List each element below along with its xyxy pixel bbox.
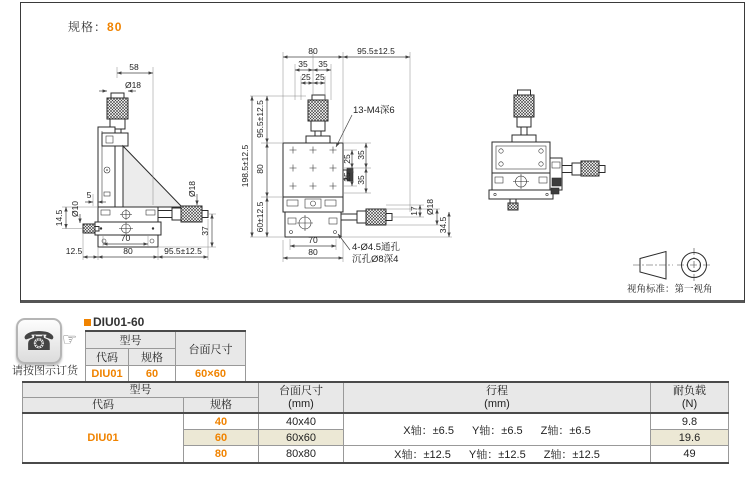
side-view <box>54 62 216 260</box>
spec-value: 80 <box>107 20 123 34</box>
dim-198-5: 198.5±12.5 <box>240 144 250 188</box>
order-note: 请按图示订货 <box>12 365 78 377</box>
cell-size-60: 60x60 <box>259 430 344 446</box>
card-header-model: 型号 <box>86 331 176 349</box>
phone-order-button <box>16 318 62 364</box>
front-view <box>240 46 452 265</box>
dim-25-up: 25 <box>342 154 352 164</box>
dim-25-down: 25 <box>342 172 352 182</box>
dim-80-bottom: 80 <box>308 247 318 257</box>
dim-35-down: 35 <box>356 175 366 185</box>
cell-load-60: 19.6 <box>651 430 729 446</box>
card-header-spec: 规格 <box>129 349 176 366</box>
holes-callout-line1: 4-Ø4.5通孔 <box>352 242 401 253</box>
cell-size-80: 80x80 <box>259 446 344 464</box>
dim-35-left: 35 <box>298 59 308 69</box>
cell-travel-small: X轴：±6.5 Y轴：±6.5 Z轴：±6.5 <box>344 413 651 446</box>
dim-25-left: 25 <box>301 72 311 82</box>
dim-34-5: 34.5 <box>438 216 448 234</box>
dim-14-5: 14.5 <box>54 209 64 227</box>
header-travel: 行程 (mm) <box>344 382 651 413</box>
dim-80-top: 80 <box>308 46 318 56</box>
cell-size-40: 40x40 <box>259 413 344 430</box>
cell-spec-40: 40 <box>184 413 259 430</box>
card-header-code: 代码 <box>86 349 129 366</box>
bottom-micrometer <box>341 209 392 225</box>
spec-label: 规格： <box>68 20 108 34</box>
technical-drawing <box>21 3 744 300</box>
dim-dia18-top: Ø18 <box>124 80 142 90</box>
dim-35-right: 35 <box>318 59 328 69</box>
dim-58: 58 <box>129 62 139 72</box>
header-load: 耐负载 (N) <box>651 382 729 413</box>
orange-bullet-icon <box>84 319 91 326</box>
dim-95-5-left: 95.5±12.5 <box>255 100 265 138</box>
dim-35-up: 35 <box>356 150 366 160</box>
dim-dia18-right: Ø18 <box>187 180 197 198</box>
cell-load-40: 9.8 <box>651 413 729 430</box>
table-row <box>23 413 729 430</box>
phone-icon: ☎ <box>22 325 56 356</box>
dim-80-left: 80 <box>255 164 265 174</box>
header-model: 型号 <box>23 382 259 398</box>
holes-callout-line2: 沉孔Ø8深4 <box>352 254 399 265</box>
card-value-table-size: 60×60 <box>176 366 246 383</box>
dim-17: 17 <box>409 206 419 216</box>
top-micrometer <box>306 95 330 143</box>
right-view-side-micrometer <box>550 158 605 194</box>
drawing-panel <box>20 2 745 303</box>
card-value-code: DIU01 <box>86 366 129 383</box>
spec-table <box>22 381 729 464</box>
dim-95-5-top: 95.5±12.5 <box>357 46 395 56</box>
dim-dia18-bottom: Ø18 <box>425 198 435 216</box>
dim-80: 80 <box>123 246 133 256</box>
view-standard-symbol <box>627 248 713 295</box>
card-value-spec: 60 <box>129 366 176 383</box>
pointing-hand-icon: ☞ <box>62 330 78 349</box>
dim-70: 70 <box>120 233 131 243</box>
dim-12-5: 12.5 <box>65 246 83 256</box>
holes-note: 13-M4深6 <box>353 105 395 116</box>
z-stage-body <box>98 127 182 207</box>
dim-60: 60±12.5 <box>255 201 265 233</box>
right-view <box>489 90 605 210</box>
dim-dia10: Ø10 <box>70 200 80 218</box>
bottom-stage <box>285 212 341 237</box>
header-code: 代码 <box>23 398 184 414</box>
top-plate <box>283 143 353 197</box>
header-table-size: 台面尺寸 (mm) <box>259 382 344 413</box>
cell-spec-60: 60 <box>184 430 259 446</box>
header-spec: 规格 <box>184 398 259 414</box>
dim-5: 5 <box>86 190 92 200</box>
dim-70-bottom: 70 <box>308 235 318 245</box>
dim-95-5: 95.5±12.5 <box>164 246 202 256</box>
right-view-top-micrometer <box>512 90 536 142</box>
view-standard-label: 视角标准：第一视角 <box>627 284 713 295</box>
model-card-table <box>85 330 246 383</box>
model-card-title <box>84 315 144 329</box>
front-view-dimensions <box>240 46 452 265</box>
spec-header <box>68 18 122 35</box>
mid-plate <box>283 197 343 212</box>
cell-spec-80: 80 <box>184 446 259 464</box>
model-card-title-text: DIU01-60 <box>93 315 145 329</box>
right-view-body <box>489 142 553 210</box>
cell-load-80: 49 <box>651 446 729 464</box>
dim-37: 37 <box>200 226 210 236</box>
cell-travel-large: X轴：±12.5 Y轴：±12.5 Z轴：±12.5 <box>344 446 651 464</box>
cell-code: DIU01 <box>23 413 184 463</box>
y-micrometer <box>158 206 208 222</box>
dim-25-right: 25 <box>315 72 325 82</box>
card-header-table-size: 台面尺寸 <box>176 331 246 366</box>
